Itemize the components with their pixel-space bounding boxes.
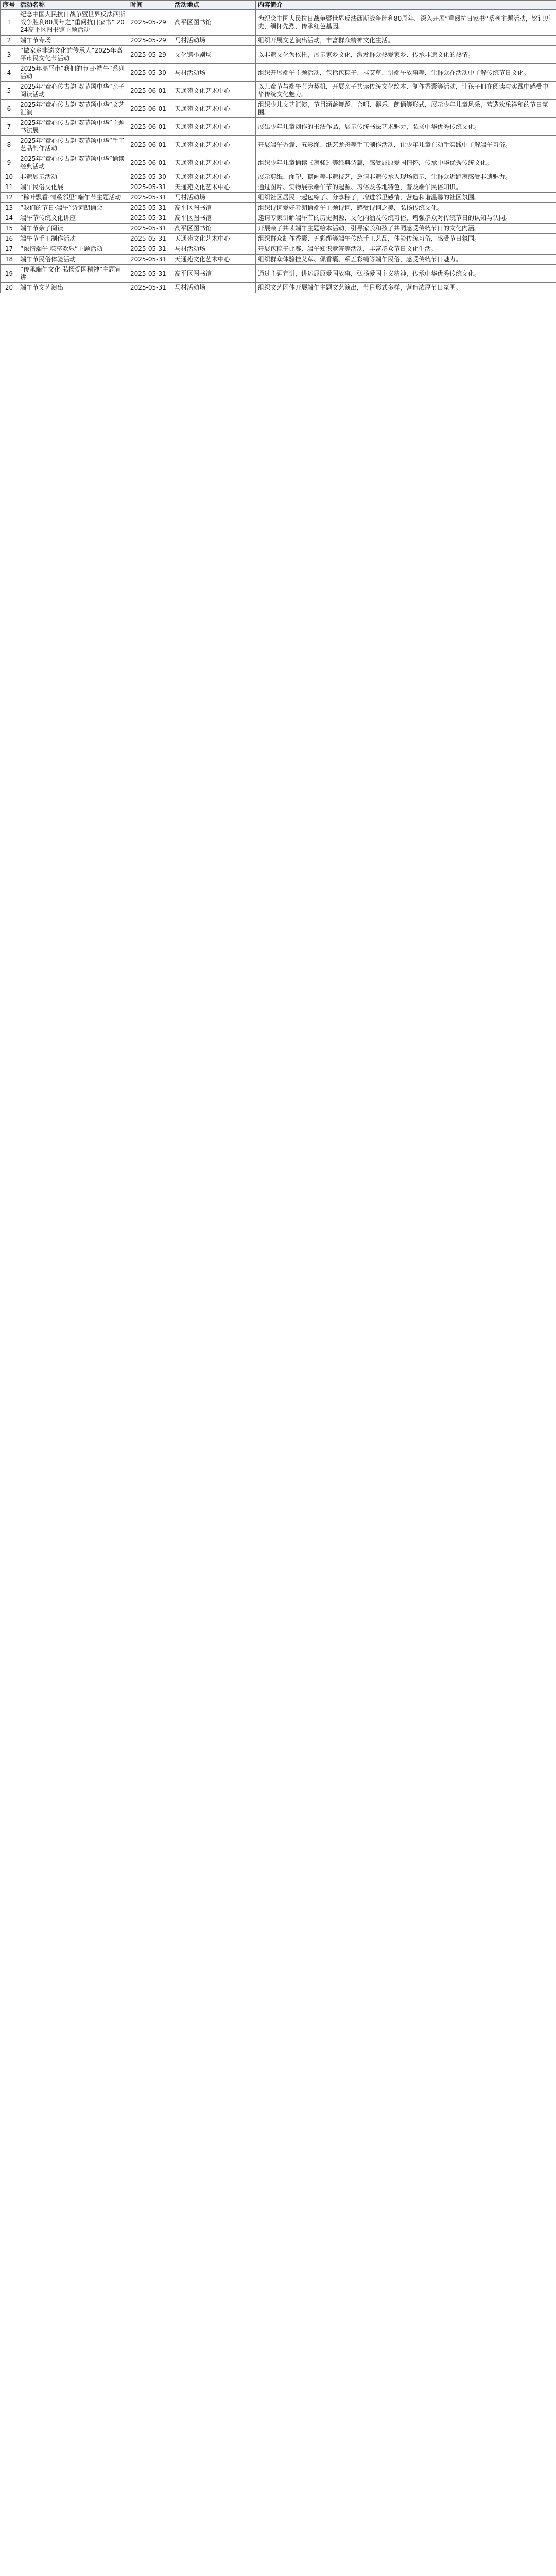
cell-activity-name: 端午民俗文化展 xyxy=(18,182,128,193)
cell-time: 2025-05-31 xyxy=(128,213,172,224)
table-row xyxy=(1,255,556,265)
cell-time: 2025-06-01 xyxy=(128,136,172,154)
cell-activity-name: 端午节手工制作活动 xyxy=(18,234,128,244)
cell-time: 2025-05-31 xyxy=(128,224,172,234)
cell-description: 开展端午香囊、五彩绳、纸艺龙舟等手工制作活动，让少年儿童在动手实践中了解端午习俗。 xyxy=(256,136,556,154)
table-row xyxy=(1,234,556,244)
cell-activity-name: 纪念中国人民抗日战争暨世界反法西斯战争胜利80周年之“重阅抗日家书” 2024高平区图书馆主题活动 xyxy=(18,10,128,36)
header-time: 时间 xyxy=(128,1,172,10)
cell-index: 5 xyxy=(1,82,18,100)
cell-index: 15 xyxy=(1,224,18,234)
cell-location: 天通苑文化艺术中心 xyxy=(172,82,256,100)
cell-index: 14 xyxy=(1,213,18,224)
cell-location: 文化馆小剧场 xyxy=(172,46,256,64)
cell-description: 通过图片、实物展示端午节的起源、习俗及各地特色，普及端午民俗知识。 xyxy=(256,182,556,193)
cell-description: 组织开展文艺演出活动，丰富群众精神文化生活。 xyxy=(256,36,556,46)
cell-index: 20 xyxy=(1,283,18,293)
header-index: 序号 xyxy=(1,1,18,10)
cell-description: 开展亲子共读端午主题绘本活动，引导家长和孩子共同感受传统节日的文化内涵。 xyxy=(256,224,556,234)
cell-location: 天通苑文化艺术中心 xyxy=(172,182,256,193)
cell-activity-name: 2025年高平市“我们的节日·端午”系列活动 xyxy=(18,64,128,82)
cell-description: 通过主题宣讲，讲述屈原爱国故事，弘扬爱国主义精神，传承中华优秀传统文化。 xyxy=(256,265,556,283)
table-row xyxy=(1,36,556,46)
cell-index: 3 xyxy=(1,46,18,64)
table-row xyxy=(1,136,556,154)
cell-index: 16 xyxy=(1,234,18,244)
table-row xyxy=(1,193,556,203)
cell-description: 组织文艺团体开展端午主题文艺演出，节目形式多样，营造浓厚节日氛围。 xyxy=(256,283,556,293)
cell-location: 高平区图书馆 xyxy=(172,213,256,224)
cell-location: 高平区图书馆 xyxy=(172,10,256,36)
table-row xyxy=(1,64,556,82)
cell-activity-name: “我们的节日·端午”诗词朗诵会 xyxy=(18,203,128,213)
cell-location: 高平区图书馆 xyxy=(172,265,256,283)
table-row xyxy=(1,224,556,234)
cell-index: 10 xyxy=(1,172,18,182)
cell-time: 2025-05-31 xyxy=(128,203,172,213)
cell-description: 组织少儿文艺汇演，节目涵盖舞蹈、合唱、器乐、朗诵等形式，展示少年儿童风采，营造欢乐祥和的节日氛围。 xyxy=(256,100,556,118)
cell-description: 组织少年儿童诵读《离骚》等经典诗篇，感受屈原爱国情怀，传承中华优秀传统文化。 xyxy=(256,154,556,172)
cell-index: 19 xyxy=(1,265,18,283)
cell-index: 13 xyxy=(1,203,18,213)
cell-location: 马村活动场 xyxy=(172,36,256,46)
table-row xyxy=(1,172,556,182)
cell-location: 天通苑文化艺术中心 xyxy=(172,154,256,172)
cell-activity-name: “浓情端午 粽享欢乐”主题活动 xyxy=(18,244,128,255)
table-row xyxy=(1,265,556,283)
table-row xyxy=(1,213,556,224)
cell-index: 11 xyxy=(1,182,18,193)
table-row xyxy=(1,283,556,293)
cell-location: 天通苑文化艺术中心 xyxy=(172,118,256,136)
cell-location: 天通苑文化艺术中心 xyxy=(172,172,256,182)
cell-description: 邀请专家讲解端午节的历史渊源、文化内涵及传统习俗，增强群众对传统节日的认知与认同。 xyxy=(256,213,556,224)
cell-index: 4 xyxy=(1,64,18,82)
table-row xyxy=(1,100,556,118)
cell-time: 2025-05-30 xyxy=(128,172,172,182)
table-row xyxy=(1,46,556,64)
cell-activity-name: 2025年“童心传古韵 双节颂中华”诵读经典活动 xyxy=(18,154,128,172)
cell-time: 2025-06-01 xyxy=(128,100,172,118)
cell-time: 2025-06-01 xyxy=(128,82,172,100)
cell-index: 1 xyxy=(1,10,18,36)
cell-time: 2025-06-01 xyxy=(128,154,172,172)
cell-location: 天通苑文化艺术中心 xyxy=(172,234,256,244)
cell-time: 2025-05-31 xyxy=(128,283,172,293)
table-row xyxy=(1,118,556,136)
cell-description: 以非遗文化为依托，展示家乡文化，激发群众热爱家乡、传承非遗文化的热情。 xyxy=(256,46,556,64)
cell-location: 天通苑文化艺术中心 xyxy=(172,136,256,154)
cell-activity-name: 非遗展示活动 xyxy=(18,172,128,182)
cell-description: 展示剪纸、面塑、糖画等非遗技艺，邀请非遗传承人现场演示，让群众近距离感受非遗魅力。 xyxy=(256,172,556,182)
cell-time: 2025-05-31 xyxy=(128,255,172,265)
cell-index: 12 xyxy=(1,193,18,203)
cell-location: 高平区图书馆 xyxy=(172,203,256,213)
table-row xyxy=(1,182,556,193)
cell-location: 马村活动场 xyxy=(172,64,256,82)
table-row xyxy=(1,203,556,213)
cell-activity-name: “做家乡非遗文化的传承人”2025年高平市民文化节活动 xyxy=(18,46,128,64)
cell-description: 以儿童节与端午节为契机，开展亲子共读传统文化绘本、制作香囊等活动，让孩子们在阅读与实践中感受中华传统文化魅力。 xyxy=(256,82,556,100)
cell-location: 马村活动场 xyxy=(172,244,256,255)
cell-description: 组织开展端午主题活动，包括包粽子、挂艾草、讲端午故事等，让群众在活动中了解传统节日文化。 xyxy=(256,64,556,82)
cell-description: 展出少年儿童创作的书法作品，展示传统书法艺术魅力，弘扬中华优秀传统文化。 xyxy=(256,118,556,136)
cell-activity-name: 2025年“童心传古韵 双节颂中华”手工艺品制作活动 xyxy=(18,136,128,154)
cell-time: 2025-05-29 xyxy=(128,46,172,64)
cell-activity-name: “粽叶飘香·情系邻里”端午节主题活动 xyxy=(18,193,128,203)
table-row xyxy=(1,244,556,255)
cell-activity-name: 端午节亲子阅读 xyxy=(18,224,128,234)
cell-time: 2025-05-31 xyxy=(128,193,172,203)
header-location: 活动地点 xyxy=(172,1,256,10)
cell-description: 组织群众制作香囊、五彩绳等端午传统手工艺品，体验传统习俗，感受节日氛围。 xyxy=(256,234,556,244)
cell-description: 组织诗词爱好者朗诵端午主题诗词，感受诗词之美，弘扬传统文化。 xyxy=(256,203,556,213)
cell-location: 天通苑文化艺术中心 xyxy=(172,100,256,118)
cell-time: 2025-05-29 xyxy=(128,10,172,36)
cell-index: 9 xyxy=(1,154,18,172)
header-activity-name: 活动名称 xyxy=(18,1,128,10)
cell-description: 为纪念中国人民抗日战争暨世界反法西斯战争胜利80周年，深入开展“重阅抗日家书”系列主题活动，铭记历史，缅怀先烈，传承红色基因。 xyxy=(256,10,556,36)
cell-index: 18 xyxy=(1,255,18,265)
cell-time: 2025-05-31 xyxy=(128,265,172,283)
cell-location: 高平区图书馆 xyxy=(172,224,256,234)
cell-activity-name: 2025年“童心传古韵 双节颂中华”主题书法展 xyxy=(18,118,128,136)
table-row xyxy=(1,154,556,172)
activity-table-wrapper xyxy=(0,0,556,293)
cell-activity-name: 端午节民俗体验活动 xyxy=(18,255,128,265)
cell-location: 马村活动场 xyxy=(172,193,256,203)
cell-activity-name: 端午节传统文化讲座 xyxy=(18,213,128,224)
table-row xyxy=(1,10,556,36)
cell-time: 2025-05-31 xyxy=(128,244,172,255)
table-body xyxy=(1,10,556,293)
cell-index: 2 xyxy=(1,36,18,46)
cell-location: 马村活动场 xyxy=(172,283,256,293)
cell-index: 6 xyxy=(1,100,18,118)
cell-time: 2025-05-29 xyxy=(128,36,172,46)
cell-activity-name: 端午节专场 xyxy=(18,36,128,46)
cell-time: 2025-05-31 xyxy=(128,182,172,193)
cell-description: 开展包粽子比赛、端午知识竞答等活动，丰富群众节日文化生活。 xyxy=(256,244,556,255)
cell-activity-name: “传承端午文化 弘扬爱国精神”主题宣讲 xyxy=(18,265,128,283)
cell-time: 2025-05-31 xyxy=(128,234,172,244)
header-description: 内容简介 xyxy=(256,1,556,10)
cell-time: 2025-05-30 xyxy=(128,64,172,82)
cell-time: 2025-06-01 xyxy=(128,118,172,136)
cell-description: 组织社区居民一起包粽子、分享粽子，增进邻里感情，营造和谐温馨的社区氛围。 xyxy=(256,193,556,203)
cell-location: 天通苑文化艺术中心 xyxy=(172,255,256,265)
cell-index: 8 xyxy=(1,136,18,154)
cell-description: 组织群众体验挂艾草、佩香囊、系五彩绳等端午民俗，感受传统节日魅力。 xyxy=(256,255,556,265)
activity-table xyxy=(0,0,556,293)
cell-activity-name: 2025年“童心传古韵 双节颂中华”亲子阅读活动 xyxy=(18,82,128,100)
cell-index: 17 xyxy=(1,244,18,255)
cell-activity-name: 2025年“童心传古韵 双节颂中华”文艺汇演 xyxy=(18,100,128,118)
cell-index: 7 xyxy=(1,118,18,136)
table-header-row xyxy=(1,1,556,10)
table-row xyxy=(1,82,556,100)
cell-activity-name: 端午节文艺演出 xyxy=(18,283,128,293)
